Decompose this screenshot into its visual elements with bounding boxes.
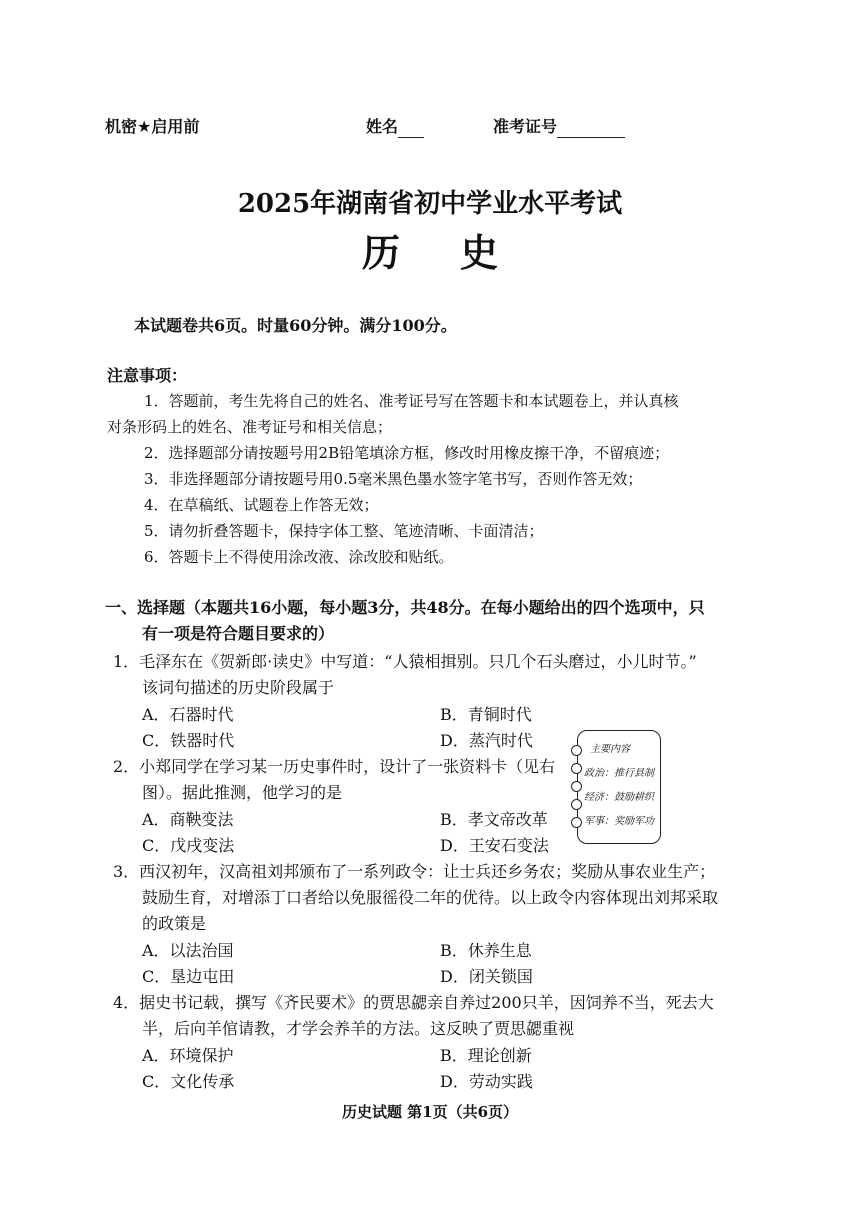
exam-number-label: 准考证号 bbox=[493, 117, 558, 136]
card-line: 主要内容 bbox=[590, 744, 630, 755]
name-label: 姓名 bbox=[366, 117, 399, 136]
question-3-text: 3．西汉初年，汉高祖刘邦颁布了一系列政令：让士兵还乡务农；奖励从事农业生产； bbox=[113, 862, 716, 881]
question-3-option-d: D．闭关锁国 bbox=[440, 967, 533, 986]
question-1-option-b: B．青铜时代 bbox=[440, 705, 532, 724]
card-line: 军事：奖励军功 bbox=[584, 816, 654, 827]
section-heading-line1: 一、选择题（本题共16小题，每小题3分，共48分。在每小题给出的四个选项中，只 bbox=[105, 598, 705, 617]
question-2-text: 图）。据此推测，他学习的是 bbox=[142, 783, 343, 802]
question-4-option-c: C．文化传承 bbox=[142, 1072, 235, 1091]
exam-title: 2025年湖南省初中学业水平考试 bbox=[237, 189, 623, 219]
notice-item: 对条形码上的姓名、准考证号和相关信息； bbox=[107, 418, 393, 436]
notice-item: 6．答题卡上不得使用涂改液、涂改胶和贴纸。 bbox=[144, 548, 454, 566]
question-1-text: 1．毛泽东在《贺新郎·读史》中写道：“人猿相揖别。只几个石头磨过，小儿时节。” bbox=[113, 652, 697, 671]
subject-title: 历史 bbox=[361, 230, 558, 275]
question-3-option-c: C．垦边屯田 bbox=[142, 967, 235, 986]
card-line: 经济：鼓励耕织 bbox=[584, 792, 654, 803]
question-4-option-b: B．理论创新 bbox=[440, 1046, 532, 1065]
question-3-text: 鼓励生育，对增添丁口者给以免服徭役二年的优待。以上政令内容体现出刘邦采取 bbox=[142, 888, 719, 907]
question-1-option-d: D．蒸汽时代 bbox=[440, 731, 533, 750]
question-2-option-c: C．戊戌变法 bbox=[142, 836, 235, 855]
question-3-option-a: A．以法治国 bbox=[142, 941, 234, 960]
notice-item: 2．选择题部分请按题号用2B铅笔填涂方框，修改时用橡皮擦干净，不留痕迹； bbox=[144, 444, 670, 462]
binder-ring bbox=[571, 781, 582, 792]
question-4-option-d: D．劳动实践 bbox=[440, 1072, 533, 1091]
name-field bbox=[366, 117, 424, 138]
question-2-text: 2．小郑同学在学习某一历史事件时，设计了一张资料卡（见右 bbox=[113, 757, 556, 776]
question-1-text: 该词句描述的历史阶段属于 bbox=[142, 678, 335, 697]
exam-number-blank bbox=[557, 123, 625, 138]
notice-item: 3．非选择题部分请按题号用0.5毫米黑色墨水签字笔书写，否则作答无效； bbox=[144, 470, 643, 488]
confidential-label: 机密★启用前 bbox=[105, 117, 200, 136]
binder-ring bbox=[571, 799, 582, 810]
binder-ring bbox=[571, 745, 582, 756]
exam-info: 本试题卷共6页。时量60分钟。满分100分。 bbox=[134, 316, 457, 335]
question-4-text: 4．据史书记载，撰写《齐民要术》的贾思勰亲自养过200只羊，因饲养不当，死去大 bbox=[113, 993, 714, 1012]
question-2-option-a: A．商鞅变法 bbox=[142, 810, 234, 829]
exam-number-field bbox=[493, 117, 625, 138]
binder-ring bbox=[571, 763, 582, 774]
question-4-option-a: A．环境保护 bbox=[142, 1046, 234, 1065]
question-1-option-a: A．石器时代 bbox=[142, 705, 234, 724]
card-line: 政治：推行县制 bbox=[584, 768, 654, 779]
question-3-option-b: B．休养生息 bbox=[440, 941, 532, 960]
name-blank bbox=[398, 123, 424, 138]
resource-card bbox=[577, 730, 661, 844]
question-1-option-c: C．铁器时代 bbox=[142, 731, 235, 750]
question-2-option-d: D．王安石变法 bbox=[440, 836, 549, 855]
question-3-text: 的政策是 bbox=[142, 914, 207, 933]
question-4-text: 半，后向羊倌请教，才学会养羊的方法。这反映了贾思勰重视 bbox=[142, 1019, 575, 1038]
notice-heading: 注意事项： bbox=[107, 366, 188, 385]
notice-item: 1．答题前，考生先将自己的姓名、准考证号写在答题卡和本试题卷上，并认真核 bbox=[144, 392, 679, 410]
binder-ring bbox=[571, 817, 582, 828]
page-footer: 历史试题 第1页（共6页） bbox=[341, 1103, 519, 1121]
notice-item: 4．在草稿纸、试题卷上作答无效； bbox=[144, 496, 379, 514]
notice-item: 5．请勿折叠答题卡，保持字体工整、笔迹清晰、卡面清洁； bbox=[144, 522, 544, 540]
question-2-option-b: B．孝文帝改革 bbox=[440, 810, 548, 829]
section-heading-line2: 有一项是符合题目要求的） bbox=[142, 624, 335, 643]
